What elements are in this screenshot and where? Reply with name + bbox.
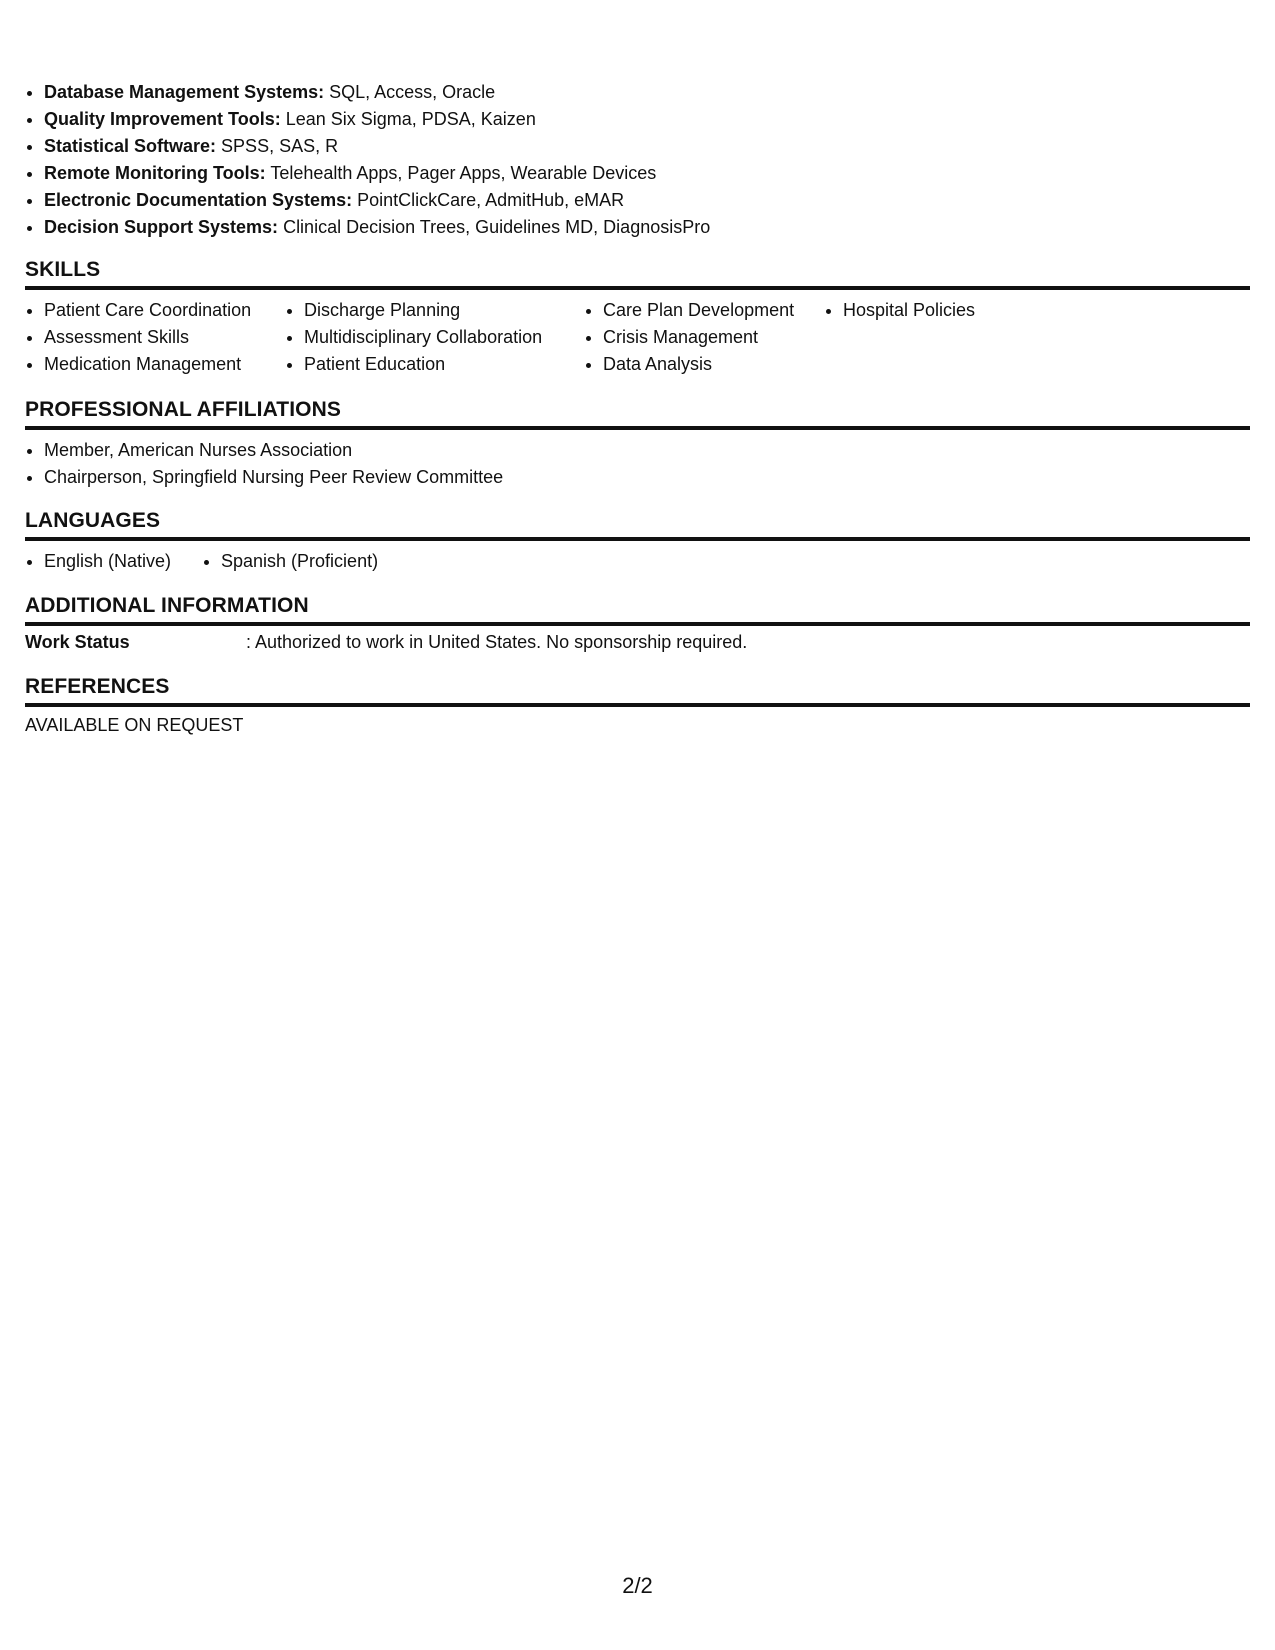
work-status-row (25, 626, 1250, 654)
section-heading: PROFESSIONAL AFFILIATIONS (25, 397, 1250, 430)
affiliations-body (25, 430, 1250, 491)
list-item (44, 160, 710, 187)
list-item: • Patient Education (304, 351, 584, 378)
languages-section (25, 508, 1250, 575)
tool-category-value: Lean Six Sigma, PDSA, Kaizen (280, 109, 536, 129)
tool-category-label: Database Management Systems: (44, 82, 325, 102)
list-item: • Discharge Planning (304, 297, 584, 324)
affiliations-section (25, 397, 1250, 491)
skills-column (285, 297, 584, 378)
section-heading: SKILLS (25, 257, 1250, 290)
tool-category-label: Quality Improvement Tools: (44, 109, 281, 129)
page-number: 2/2 (622, 1573, 653, 1598)
skills-column (25, 297, 285, 378)
skills-grid (25, 290, 1250, 378)
list-item: • Member, American Nurses Association (44, 437, 1250, 464)
affiliations-list (25, 437, 1250, 491)
tool-category-value: SPSS, SAS, R (216, 136, 339, 156)
languages-column (25, 548, 202, 575)
list-item (44, 133, 710, 160)
skills-column (824, 297, 1043, 378)
tool-category-label: Decision Support Systems: (44, 217, 279, 237)
resume-page (25, 0, 1250, 1650)
list-item: • Data Analysis (603, 351, 824, 378)
list-item: • Patient Care Coordination (44, 297, 285, 324)
additional-information-section (25, 593, 1250, 654)
tool-category-value: Clinical Decision Trees, Guidelines MD, DiagnosisPro (278, 217, 711, 237)
tool-category-value: SQL, Access, Oracle (324, 82, 496, 102)
languages-row (25, 541, 1250, 575)
list-item (44, 214, 710, 241)
technical-tools-list (25, 79, 710, 241)
references-text: AVAILABLE ON REQUEST (25, 715, 244, 735)
work-status-value: : Authorized to work in United States. No sponsorship required. (246, 632, 748, 652)
tool-category-value: Telehealth Apps, Pager Apps, Wearable Devices (265, 163, 657, 183)
list-item: • Medication Management (44, 351, 285, 378)
section-heading: ADDITIONAL INFORMATION (25, 593, 1250, 626)
work-status-label: Work Status (25, 632, 130, 652)
list-item (44, 187, 710, 214)
list-item: • English (Native) (44, 548, 202, 575)
list-item (44, 79, 710, 106)
list-item (44, 106, 710, 133)
skills-section (25, 257, 1250, 378)
list-item: • Care Plan Development (603, 297, 824, 324)
languages-column (202, 548, 461, 575)
list-item: • Chairperson, Springfield Nursing Peer Review Committee (44, 464, 1250, 491)
tool-category-label: Statistical Software: (44, 136, 217, 156)
tool-category-label: Electronic Documentation Systems: (44, 190, 353, 210)
skills-column (584, 297, 824, 378)
section-heading: LANGUAGES (25, 508, 1250, 541)
tool-category-value: PointClickCare, AdmitHub, eMAR (352, 190, 625, 210)
tool-category-label: Remote Monitoring Tools: (44, 163, 266, 183)
references-section (25, 674, 1250, 737)
list-item: • Hospital Policies (843, 297, 1043, 324)
list-item: • Multidisciplinary Collaboration (304, 324, 584, 351)
list-item: • Spanish (Proficient) (221, 548, 461, 575)
list-item: • Assessment Skills (44, 324, 285, 351)
list-item: • Crisis Management (603, 324, 824, 351)
section-heading: REFERENCES (25, 674, 1250, 707)
